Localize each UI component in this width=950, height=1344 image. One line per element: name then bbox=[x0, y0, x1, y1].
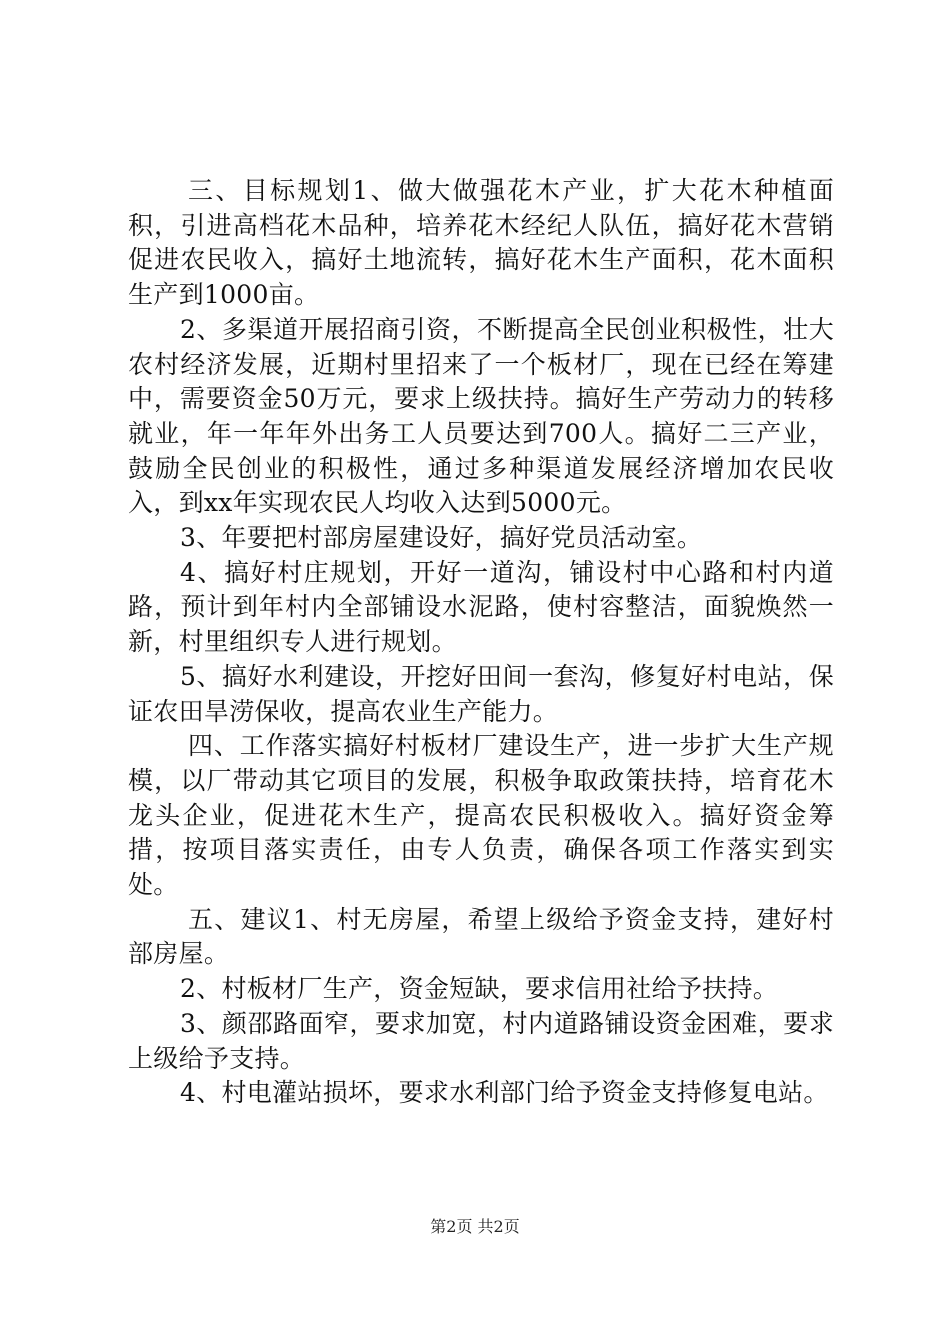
page-number-footer: 第2页 共2页 bbox=[430, 1217, 520, 1236]
paragraph-suggestion-4: 4、村电灌站损坏，要求水利部门给予资金支持修复电站。 bbox=[180, 1078, 829, 1108]
document-body bbox=[128, 174, 834, 1111]
paragraph-suggestion-3: 3、颜邵路面窄，要求加宽，村内道路铺设资金困难，要求上级给予支持。 bbox=[128, 1008, 834, 1073]
paragraph-work-implementation: 四、工作落实搞好村板材厂建设生产，进一步扩大生产规模，以厂带动其它项目的发展，积极争取政策扶持，培育花木龙头企业，促进花木生产，提高农民积极收入。搞好资金筹措，按项目落实责任，由专人负责，确保各项工作落实到实处。 bbox=[128, 731, 834, 900]
paragraph-water-conservancy: 5、搞好水利建设，开挖好田间一套沟，修复好村电站，保证农田旱涝保收，提高农业生产能力。 bbox=[128, 661, 834, 726]
paragraph-goal-planning: 三、目标规划1、做大做强花木产业，扩大花木种植面积，引进高档花木品种，培养花木经纪人队伍，搞好花木营销促进农民收入，搞好土地流转，搞好花木生产面积，花木面积生产到1000亩。 bbox=[128, 176, 834, 310]
paragraph-suggestion-2: 2、村板材厂生产，资金短缺，要求信用社给予扶持。 bbox=[180, 974, 779, 1004]
paragraph-suggestions: 五、建议1、村无房屋，希望上级给予资金支持，建好村部房屋。 bbox=[128, 904, 834, 969]
paragraph-village-office: 3、年要把村部房屋建设好，搞好党员活动室。 bbox=[180, 523, 703, 553]
paragraph-investment: 2、多渠道开展招商引资，不断提高全民创业积极性，壮大农村经济发展，近期村里招来了一个板材厂，现在已经在筹建中，需要资金50万元，要求上级扶持。搞好生产劳动力的转移就业，年一年年外出务工人员要达到700人。搞好二三产业，鼓励全民创业的积极性，通过多种渠道发展经济增加农民收入，到xx年实现农民人均收入达到5000元。 bbox=[128, 314, 834, 518]
paragraph-village-planning: 4、搞好村庄规划，开好一道沟，铺设村中心路和村内道路，预计到年村内全部铺设水泥路，使村容整洁，面貌焕然一新，村里组织专人进行规划。 bbox=[128, 557, 834, 657]
